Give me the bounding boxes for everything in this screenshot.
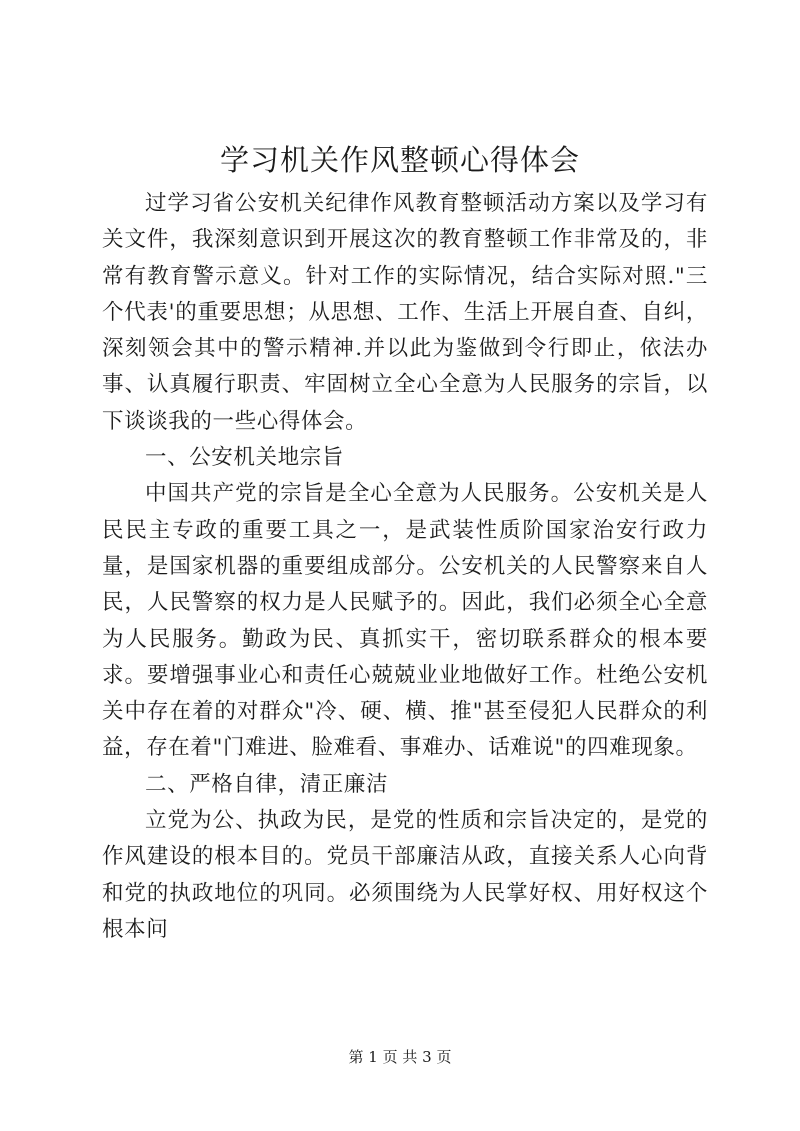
- section-1-paragraph: 中国共产党的宗旨是全心全意为人民服务。公安机关是人民民主专政的重要工具之一，是武装性质阶国家治安行政力量，是国家机器的重要组成部分。公安机关的人民警察来自人民，人民警察的权力是人民赋予的。因此，我们必须全心全意为人民服务。勤政为民、真抓实干，密切联系群众的根本要求。要增强事业心和责任心兢兢业业地做好工作。杜绝公安机关中存在着的对群众"冷、硬、横、推"甚至侵犯人民群众的利益，存在着"门难进、脸难看、事难办、话难说"的四难现象。: [102, 481, 708, 761]
- section-2-paragraph: 立党为公、执政为民，是党的性质和宗旨决定的，是党的作风建设的根本目的。党员干部廉洁从政，直接关系人心向背和党的执政地位的巩同。必须围绕为人民掌好权、用好权这个根本问: [102, 808, 708, 942]
- section-1-heading: 一、公安机关地宗旨: [145, 445, 344, 471]
- document-body: [102, 186, 708, 948]
- page-footer: 第 1 页 共 3 页: [348, 1048, 452, 1066]
- document-title: 学习机关作风整顿心得体会: [219, 143, 580, 177]
- section-2-heading: 二、严格自律，清正廉洁: [145, 771, 389, 797]
- intro-paragraph: 过学习省公安机关纪律作风教育整顿活动方案以及学习有关文件，我深刻意识到开展这次的教育整顿工作非常及的，非常有教育警示意义。针对工作的实际情况，结合实际对照."三个代表'的重要思想；从思想、工作、生活上开展自查、自纠，深刻领会其中的警示精神.并以此为鉴做到令行即止，依法办事、认真履行职责、牢固树立全心全意为人民服务的宗旨，以下谈谈我的一些心得体会。: [102, 191, 708, 434]
